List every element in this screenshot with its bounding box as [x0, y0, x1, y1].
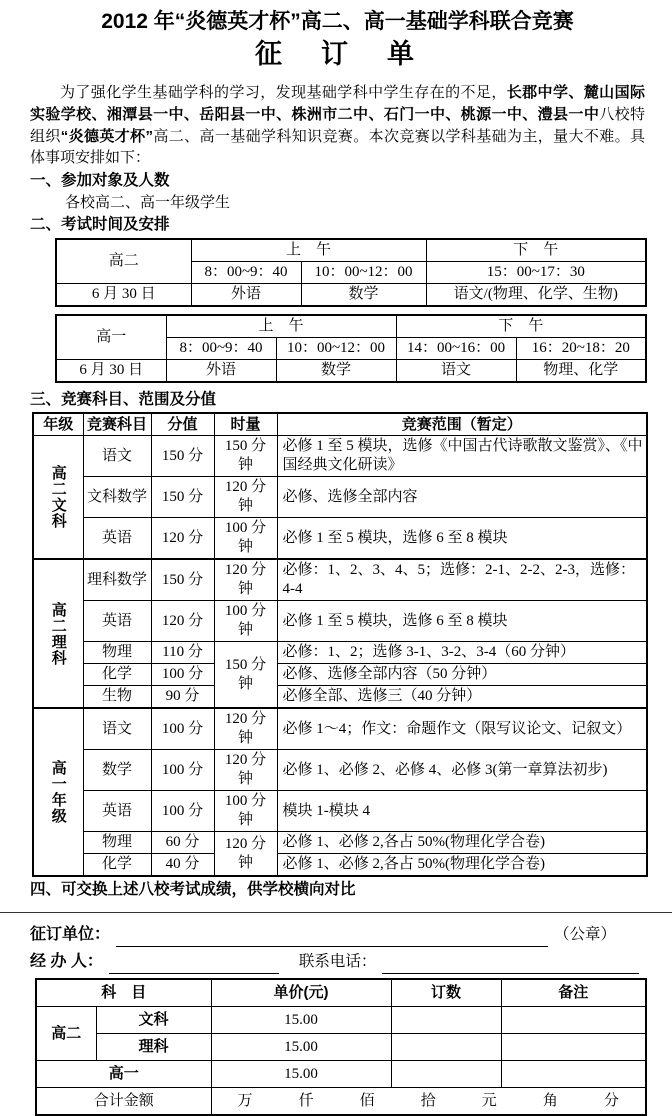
intro-cup-bold: “炎德英才杯”	[60, 128, 153, 145]
science-cell: 理科	[96, 1034, 211, 1061]
section-3-heading: 三、竞赛科目、范围及分值	[30, 391, 217, 408]
column-header-scope: 竞赛范围（暂定）	[277, 413, 647, 436]
morning-header-cell: 上 午	[191, 239, 426, 262]
duration-cell: 100 分钟	[214, 518, 277, 560]
section-1-heading: 一、参加对象及人数	[30, 172, 170, 189]
subject-cell: 语文	[396, 360, 516, 383]
table-row	[33, 854, 647, 877]
section-4-heading: 四、可交换上述八校考试成绩，供学校横向对比	[30, 881, 356, 898]
score-cell: 150 分	[151, 436, 214, 477]
table-row	[56, 239, 646, 262]
grade1-cell: 高一	[36, 1061, 211, 1088]
subject-cell: 语文/(物理、化学、生物)	[426, 284, 646, 307]
phone-label: 联系电话：	[298, 953, 377, 970]
subject-cell: 外语	[166, 360, 276, 383]
subject-cell: 外语	[191, 284, 301, 307]
document-title: 2012 年“炎德英才杯”高二、高一基础学科联合竞赛	[101, 10, 574, 33]
unit-bai: 佰	[359, 1093, 375, 1109]
grade-group-cell	[33, 436, 83, 560]
scope-cell: 必修 1 至 5 模块，选修 6 至 8 模块	[277, 601, 647, 642]
score-cell: 100 分	[151, 750, 214, 791]
column-header-unit-price: 单价(元)	[211, 979, 391, 1007]
table-row	[36, 1088, 646, 1116]
time-cell: 8：00~9：40	[191, 262, 301, 284]
duration-cell: 120 分钟	[214, 559, 277, 601]
column-header-score: 分值	[151, 413, 214, 436]
subject-cell: 英语	[83, 518, 151, 560]
scope-cell: 必修 1、必修 2,各占 50%(物理化学合卷)	[277, 832, 647, 854]
total-amount-label-cell: 合计金额	[36, 1088, 211, 1116]
intro-schools-bold: 长郡中学、麓山国际实验学校、湘潭县一中、岳阳县一中、株洲市二中、石门一中、桃源一中、澧县一中	[30, 84, 645, 123]
total-amount-digits-cell[interactable]	[211, 1088, 646, 1116]
quantity-blank-cell[interactable]	[391, 1061, 501, 1088]
subject-cell: 语文	[83, 708, 151, 750]
price-cell: 15.00	[211, 1007, 391, 1034]
table-row	[36, 1007, 646, 1034]
afternoon-header-cell: 下 午	[396, 315, 646, 338]
contest-subjects-table	[32, 412, 648, 877]
scope-cell: 必修 1 至 5 模块，选修《中国古代诗歌散文鉴赏》、《中国经典文化研读》	[277, 436, 647, 477]
grade-group-cell	[33, 559, 83, 708]
table-row	[56, 284, 646, 307]
scope-cell: 必修 1、必修 2,各占 50%(物理化学合卷)	[277, 854, 647, 877]
scope-cell: 必修：1、2、3、4、5；选修：2-1、2-2、2-3，选修：4-4	[277, 559, 647, 601]
score-cell: 120 分	[151, 518, 214, 560]
unit-qian: 仟	[298, 1093, 314, 1109]
time-cell: 10：00~12：00	[276, 338, 396, 360]
subscribing-unit-row	[30, 923, 645, 947]
unit-wan: 万	[237, 1093, 253, 1109]
grade1-label-cell: 高一	[56, 315, 166, 360]
grade-group-label: 高二文科	[49, 465, 67, 529]
intro-text-2: 八校特组织	[30, 107, 645, 145]
liberal-arts-cell: 文科	[96, 1007, 211, 1034]
score-cell: 100 分	[151, 708, 214, 750]
subject-cell: 数学	[83, 750, 151, 791]
grade2-group-cell: 高二	[36, 1007, 96, 1061]
grade2-schedule-table	[55, 238, 647, 307]
remarks-blank-cell[interactable]	[501, 1061, 646, 1088]
duration-merged-cell: 150 分钟	[214, 642, 277, 709]
table-row	[33, 832, 647, 854]
scope-cell: 必修全部、选修三（40 分钟）	[277, 686, 647, 709]
section-2-heading: 二、考试时间及安排	[30, 216, 170, 233]
unit-yuan: 元	[481, 1093, 497, 1109]
price-cell: 15.00	[211, 1034, 391, 1061]
table-row	[36, 1034, 646, 1061]
subject-cell: 物理	[83, 642, 151, 664]
section-divider	[0, 912, 672, 913]
subject-cell: 生物	[83, 686, 151, 709]
time-cell: 15：00~17：30	[426, 262, 646, 284]
table-row	[33, 664, 647, 686]
score-cell: 40 分	[151, 854, 214, 877]
subscribing-unit-label: 征订单位：	[30, 926, 111, 943]
table-row	[33, 436, 647, 477]
subject-cell: 语文	[83, 436, 151, 477]
quantity-blank-cell[interactable]	[391, 1034, 501, 1061]
subject-cell: 化学	[83, 854, 151, 877]
time-cell: 14：00~16：00	[396, 338, 516, 360]
scope-cell: 必修、选修全部内容（50 分钟）	[277, 664, 647, 686]
score-cell: 90 分	[151, 686, 214, 709]
date-cell: 6 月 30 日	[56, 360, 166, 383]
table-row	[33, 686, 647, 709]
unit-fen: 分	[603, 1093, 619, 1109]
intro-paragraph	[30, 82, 645, 169]
score-cell: 150 分	[151, 559, 214, 601]
remarks-blank-cell[interactable]	[501, 1034, 646, 1061]
order-price-table	[35, 978, 647, 1116]
table-row	[33, 601, 647, 642]
subject-cell: 英语	[83, 791, 151, 832]
subject-cell: 英语	[83, 601, 151, 642]
score-cell: 150 分	[151, 477, 214, 518]
remarks-blank-cell[interactable]	[501, 1007, 646, 1034]
column-header-quantity: 订数	[391, 979, 501, 1007]
date-cell: 6 月 30 日	[56, 284, 191, 307]
scope-cell: 必修 1、必修 2、必修 4、必修 3(第一章算法初步)	[277, 750, 647, 791]
document-subtitle: 征 订 单	[255, 39, 420, 69]
scope-cell: 必修、选修全部内容	[277, 477, 647, 518]
time-cell: 16：20~18：20	[516, 338, 646, 360]
score-cell: 100 分	[151, 791, 214, 832]
grade-group-label: 高二理科	[49, 601, 67, 666]
column-header-duration: 时量	[214, 413, 277, 436]
table-header-row	[36, 979, 646, 1007]
agent-label: 经 办 人：	[30, 953, 103, 970]
quantity-blank-cell[interactable]	[391, 1007, 501, 1034]
table-row	[33, 642, 647, 664]
official-seal-label: （公章）	[554, 926, 617, 943]
subject-cell: 数学	[301, 284, 426, 307]
duration-cell: 150 分钟	[214, 436, 277, 477]
table-header-row	[33, 413, 647, 436]
grade1-schedule-table	[55, 314, 647, 383]
score-cell: 100 分	[151, 664, 214, 686]
scope-cell: 必修：1、2；选修 3-1、3-2、3-4（60 分钟）	[277, 642, 647, 664]
subject-cell: 数学	[276, 360, 396, 383]
subscribing-unit-blank[interactable]	[116, 926, 548, 947]
scope-cell: 模块 1-模块 4	[277, 791, 647, 832]
time-cell: 8：00~9：40	[166, 338, 276, 360]
duration-cell: 100 分钟	[214, 791, 277, 832]
duration-merged-cell: 120 分钟	[214, 832, 277, 877]
table-row	[33, 791, 647, 832]
intro-text-3: 高二、高一基础学科知识竞赛。本次竞赛以学科基础为主，量大不难。具体事项安排如下：	[30, 129, 645, 166]
agent-blank[interactable]	[109, 953, 279, 974]
duration-cell: 100 分钟	[214, 601, 277, 642]
table-row	[33, 518, 647, 560]
grade2-label-cell: 高二	[56, 239, 191, 284]
column-header-remarks: 备注	[501, 979, 646, 1007]
scope-cell: 必修 1 至 5 模块，选修 6 至 8 模块	[277, 518, 647, 560]
score-cell: 110 分	[151, 642, 214, 664]
column-header-subject: 科 目	[36, 979, 211, 1007]
phone-blank[interactable]	[382, 953, 639, 974]
subject-cell: 理科数学	[83, 559, 151, 601]
column-header-subject: 竞赛科目	[83, 413, 151, 436]
table-row	[33, 559, 647, 601]
duration-cell: 120 分钟	[214, 750, 277, 791]
intro-text-1: 为了强化学生基础学科的学习，发现基础学科中学生存在的不足，	[60, 85, 507, 101]
grade-group-label: 高一年级	[49, 760, 67, 824]
table-row	[33, 477, 647, 518]
grade-group-cell	[33, 708, 83, 876]
subject-cell: 物理	[83, 832, 151, 854]
score-cell: 60 分	[151, 832, 214, 854]
scope-cell: 必修 1～4；作文：命题作文（限写议论文、记叙文）	[277, 708, 647, 750]
section-1-body: 各校高二、高一年级学生	[65, 195, 231, 211]
morning-header-cell: 上 午	[166, 315, 396, 338]
table-row	[56, 315, 646, 338]
time-cell: 10：00~12：00	[301, 262, 426, 284]
column-header-grade: 年级	[33, 413, 83, 436]
duration-cell: 120 分钟	[214, 708, 277, 750]
subject-cell: 化学	[83, 664, 151, 686]
table-row	[33, 750, 647, 791]
score-cell: 120 分	[151, 601, 214, 642]
table-row	[36, 1061, 646, 1088]
price-cell: 15.00	[211, 1061, 391, 1088]
unit-jiao: 角	[542, 1093, 558, 1109]
afternoon-header-cell: 下 午	[426, 239, 646, 262]
subject-cell: 物理、化学	[516, 360, 646, 383]
subject-cell: 文科数学	[83, 477, 151, 518]
table-row	[56, 360, 646, 383]
table-row	[33, 708, 647, 750]
unit-shi: 拾	[420, 1093, 436, 1109]
duration-cell: 120 分钟	[214, 477, 277, 518]
agent-row	[30, 950, 645, 974]
currency-unit-scale	[215, 1090, 643, 1112]
